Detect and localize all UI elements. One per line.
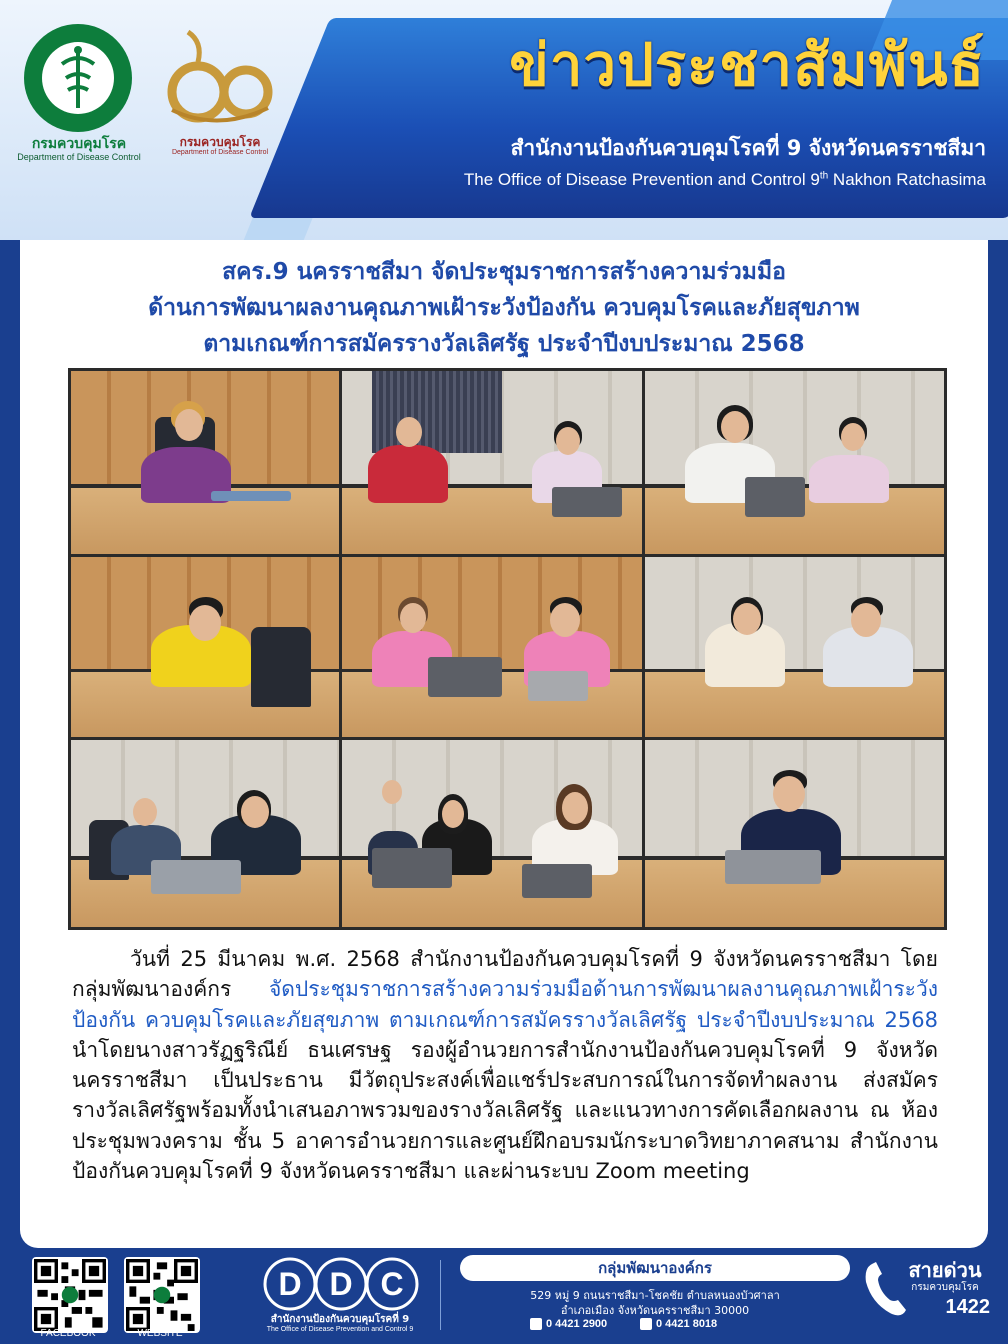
meeting-photo xyxy=(342,557,642,737)
footer-divider xyxy=(440,1260,441,1330)
meeting-photo xyxy=(71,371,339,554)
fax-icon xyxy=(640,1318,652,1330)
meeting-photo xyxy=(71,557,339,737)
org-name-badge: กลุ่มพัฒนาองค์กร xyxy=(460,1255,850,1281)
anniversary-caption-th: กรมควบคุมโรค xyxy=(179,135,261,149)
hotline-number[interactable]: 1422 xyxy=(945,1296,990,1318)
address-line-2: อำเภอเมือง จังหวัดนครราชสีมา 30000 xyxy=(560,1304,750,1317)
moph-caption-th: กรมควบคุมโรค xyxy=(31,136,127,152)
meeting-photo xyxy=(342,371,642,554)
photo-collage xyxy=(68,368,947,930)
body-intro: วันที่ 25 มีนาคม พ.ศ. 2568 สำนักงานป้องกันควบคุมโรคที่ 9 จังหวัดนครราชสีมา โดยกลุ่มพัฒนาองค์กร xyxy=(72,947,938,1002)
facebook-qr-code[interactable] xyxy=(32,1257,108,1333)
page-title: ข่าวประชาสัมพันธ์ xyxy=(509,31,985,99)
ddc-caption-th: สำนักงานป้องกันควบคุมโรคที่ 9 xyxy=(270,1314,410,1325)
ddc-letter-2: D xyxy=(329,1266,353,1302)
meeting-photo xyxy=(71,740,339,927)
article-body xyxy=(72,944,938,1186)
ddc-caption-en: The Office of Disease Prevention and Control 9 xyxy=(266,1326,414,1333)
qr-code-icon xyxy=(34,1259,106,1331)
meeting-photo xyxy=(342,740,642,927)
qr-code-icon xyxy=(126,1259,198,1331)
website-qr-code[interactable] xyxy=(124,1257,200,1333)
meeting-photo xyxy=(645,557,944,737)
website-label: WEBSITE xyxy=(137,1328,183,1339)
body-details: นำโดยนางสาวรัฏฐริณีย์ ธนเศรษฐ รองผู้อำนวยการสำนักงานป้องกันควบคุมโรคที่ 9 จังหวัดนครราชสีมา เป็นประธาน มีวัตถุประสงค์เพื่อแชร์ประสบการณ์ในการจัดทำผลงาน ส่งสมัครรางวัลเลิศรัฐพร้อมทั้งนำเสนอภาพรวมของรางวัลเลิศรัฐ และแนวทางการคัดเลือกผลงาน ณ ห้องประชุมพวงคราม ชั้น 5 อาคารอำนวยการและศูนย์ฝึกอบรมนักระบาดวิทยาภาคสนาม สำนักงานป้องกันควบคุมโรคที่ 9 จังหวัดนครราชสีมา และผ่านระบบ Zoom meeting xyxy=(72,1037,938,1184)
ddc-letter-1: D xyxy=(278,1266,302,1302)
meeting-photo xyxy=(645,740,944,927)
phone-contact[interactable]: 0 4421 2900 xyxy=(530,1318,607,1330)
moph-caption-en: Department of Disease Control xyxy=(17,152,141,162)
body-highlight: จัดประชุมราชการสร้างความร่วมมือด้านการพัฒนาผลงานคุณภาพเฝ้าระวังป้องกัน ควบคุมโรคและภัยสุขภาพ ตามเกณฑ์การสมัครรางวัลเลิศรัฐ ประจำปีงบประมาณ 2568 xyxy=(72,977,938,1032)
headline-line-3: ตามเกณฑ์การสมัครรางวัลเลิศรัฐ ประจำปีงบประมาณ 2568 xyxy=(203,331,805,357)
headline-line-2: ด้านการพัฒนาผลงานคุณภาพเฝ้าระวังป้องกัน ควบคุมโรคและภัยสุขภาพ xyxy=(148,295,860,321)
ddc-letter-3: C xyxy=(380,1266,404,1302)
fax-contact: 0 4421 8018 xyxy=(640,1318,717,1330)
office-name-en: The Office of Disease Prevention and Control 9th Nakhon Ratchasima xyxy=(463,170,986,189)
office-name-th: สำนักงานป้องกันควบคุมโรคที่ 9 จังหวัดนครราชสีมา xyxy=(510,136,986,160)
headline-line-1: สคร.9 นครราชสีมา จัดประชุมราชการสร้างความร่วมมือ xyxy=(222,259,786,285)
hotline-org: กรมควบคุมโรค xyxy=(911,1282,979,1293)
hotline-title: สายด่วน xyxy=(908,1258,982,1282)
facebook-label: FACEBOOK xyxy=(40,1328,96,1339)
phone-icon xyxy=(530,1318,542,1330)
address-line-1: 529 หมู่ 9 ถนนราชสีมา-โชคชัย ตำบลหนองบัวศาลา xyxy=(530,1289,780,1302)
ddc-logo-icon xyxy=(262,1256,420,1312)
anniversary-60-logo-icon xyxy=(158,12,278,132)
meeting-photo xyxy=(645,371,944,554)
moph-logo-icon xyxy=(22,22,134,134)
anniversary-caption-en: Department of Disease Control xyxy=(171,149,269,156)
